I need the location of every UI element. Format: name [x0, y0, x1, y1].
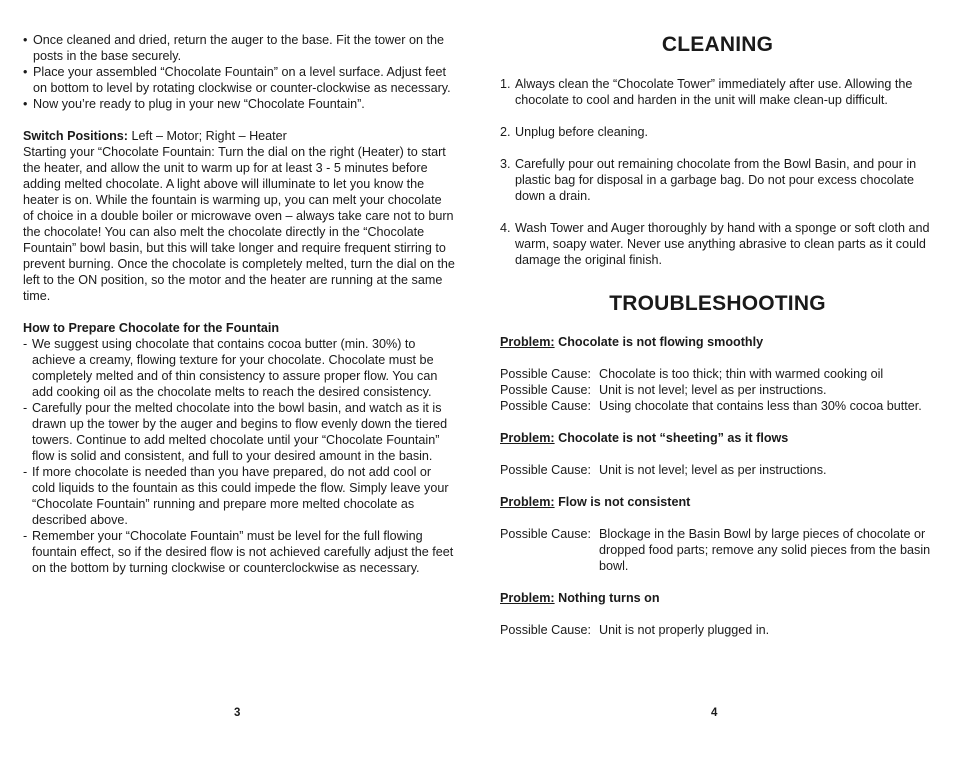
cause-text: Unit is not level; level as per instructions.: [599, 463, 827, 477]
page-number-right: 4: [711, 707, 718, 719]
cause-label: Possible Cause:: [500, 383, 592, 397]
problem-label: Problem:: [500, 495, 555, 509]
cleaning-title: CLEANING: [661, 33, 774, 56]
problem-label: Problem:: [500, 335, 555, 349]
problem-label: Problem:: [500, 431, 555, 445]
step-number: 2.: [500, 125, 511, 139]
dash-mark: -: [23, 529, 28, 543]
problem-title: Chocolate is not flowing smoothly: [558, 335, 764, 349]
switch-positions-line: [23, 128, 455, 144]
cleaning-step: [500, 124, 935, 140]
prepare-item-text: Remember your “Chocolate Fountain” must be level for the full flowing fountain effect, so if the desired flow is not achieved carefully adjust the feet on the bottom by turning clockwise or counterclockwise as necessary.: [32, 529, 454, 575]
problem-label: Problem:: [500, 591, 555, 605]
step-number: 1.: [500, 77, 511, 91]
possible-cause: [500, 462, 935, 478]
switch-positions-label: Switch Positions:: [23, 129, 128, 143]
cleaning-step: [500, 156, 935, 204]
cleaning-step: [500, 76, 935, 108]
prepare-item: [23, 528, 455, 576]
setup-bullet-text: Now you’re ready to plug in your new “Chocolate Fountain”.: [33, 97, 365, 111]
cause-label: Possible Cause:: [500, 367, 592, 381]
cause-label: Possible Cause:: [500, 399, 592, 413]
right-page: [500, 32, 935, 770]
cause-text: Unit is not properly plugged in.: [599, 623, 770, 637]
step-number: 4.: [500, 221, 511, 235]
prepare-item: [23, 336, 455, 400]
prepare-heading-text: How to Prepare Chocolate for the Fountain: [23, 321, 280, 335]
prepare-item-text: If more chocolate is needed than you have prepared, do not add cool or cold liquids to the fountain as this could impede the flow. Simply leave your “Chocolate Fountain” running and prepare more melted chocolate as described above.: [32, 465, 449, 527]
problem-heading: [500, 334, 935, 350]
step-text: Always clean the “Chocolate Tower” immediately after use. Allowing the chocolate to cool and harden in the unit will make clean-up difficult.: [515, 77, 913, 107]
switch-positions-text: Starting your “Chocolate Fountain: Turn the dial on the right (Heater) to start the heater, and allow the unit to warm up for at least 3 - 5 minutes before adding melted chocolate. A light above will illuminate to let you know the heater is on. While the fountain is warming up, you can melt your chocolate of choice in a double boiler or microwave oven – always take care not to burn the chocolate! You can also melt the chocolate directly in the “Chocolate Fountain” bowl basin, but this will take longer and require frequent stirring to prevent burning. Once the chocolate is completely melted, turn the dial on the left to the ON position, so the motor and the heater are running at the same time.: [23, 145, 455, 303]
possible-cause: [500, 622, 935, 638]
problem-title: Nothing turns on: [558, 591, 660, 605]
setup-bullet: [23, 96, 455, 112]
possible-cause: [500, 366, 935, 382]
possible-cause: [500, 398, 935, 414]
cleaning-step: [500, 220, 935, 268]
left-page: [23, 32, 455, 770]
setup-bullet: [23, 32, 455, 64]
possible-cause: [500, 526, 935, 574]
step-text: Wash Tower and Auger thoroughly by hand with a sponge or soft cloth and warm, soapy water. Never use anything abrasive to clean parts as it could damage the original finish.: [515, 221, 930, 267]
step-text: Unplug before cleaning.: [515, 125, 649, 139]
setup-bullet-text: Place your assembled “Chocolate Fountain” on a level surface. Adjust feet on bottom to level by rotating clockwise or counter-clockwise as necessary.: [33, 65, 451, 95]
bullet-mark: •: [23, 65, 28, 79]
cause-label: Possible Cause:: [500, 527, 592, 541]
switch-positions-value: Left – Motor; Right – Heater: [131, 129, 287, 143]
setup-bullet: [23, 64, 455, 96]
cause-text: Using chocolate that contains less than 30% cocoa butter.: [599, 399, 922, 413]
step-number: 3.: [500, 157, 511, 171]
prepare-item-text: Carefully pour the melted chocolate into the bowl basin, and watch as it is drawn up the tower by the auger and begins to flow evenly down the tiered towers. Continue to add melted chocolate until your “Chocolate Fountain” flow is solid and consistent, and full to your desired amount in the basin.: [32, 401, 448, 463]
dash-mark: -: [23, 465, 28, 479]
problem-heading: [500, 590, 935, 606]
step-text: Carefully pour out remaining chocolate from the Bowl Basin, and pour in plastic bag for disposal in a garbage bag. Do not pour excess chocolate down a drain.: [515, 157, 917, 203]
bullet-mark: •: [23, 33, 28, 47]
prepare-item-text: We suggest using chocolate that contains cocoa butter (min. 30%) to achieve a creamy, flowing texture for your chocolate. Chocolate must be completely melted and of thin consistency to assure proper flow. You can add cooking oil as the chocolate melts to reach the desired consistency.: [32, 337, 438, 399]
cause-text: Blockage in the Basin Bowl by large pieces of chocolate or dropped food parts; remove any solid pieces from the basin bowl.: [599, 527, 931, 573]
page-number-left: 3: [234, 707, 241, 719]
problem-heading: [500, 430, 935, 446]
dash-mark: -: [23, 401, 28, 415]
problem-title: Chocolate is not “sheeting” as it flows: [558, 431, 789, 445]
prepare-item: [23, 464, 455, 528]
setup-bullet-text: Once cleaned and dried, return the auger to the base. Fit the tower on the posts in the base securely.: [33, 33, 444, 63]
bullet-mark: •: [23, 97, 28, 111]
cause-text: Unit is not level; level as per instructions.: [599, 383, 827, 397]
problem-title: Flow is not consistent: [558, 495, 691, 509]
prepare-item: [23, 400, 455, 464]
possible-cause: [500, 382, 935, 398]
cause-label: Possible Cause:: [500, 463, 592, 477]
problem-heading: [500, 494, 935, 510]
prepare-heading: [23, 320, 455, 336]
cause-label: Possible Cause:: [500, 623, 592, 637]
dash-mark: -: [23, 337, 28, 351]
cause-text: Chocolate is too thick; thin with warmed cooking oil: [599, 367, 884, 381]
troubleshooting-title: TROUBLESHOOTING: [609, 292, 826, 315]
